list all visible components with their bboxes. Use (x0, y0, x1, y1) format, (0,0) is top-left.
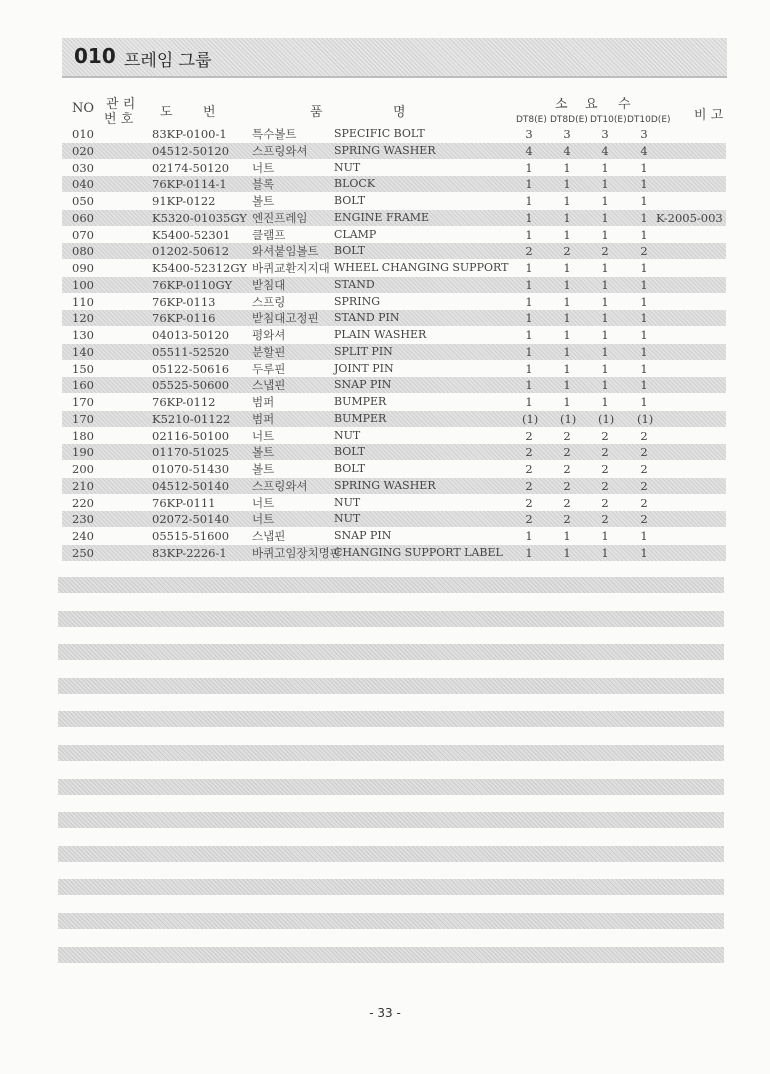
row-qty-dt10d: 1 (640, 210, 648, 225)
row-no: 060 (72, 210, 94, 225)
row-qty-dt10: 1 (601, 545, 609, 560)
row-qty-dt10: 1 (601, 277, 609, 292)
row-no: 050 (72, 194, 94, 208)
row-korean-name: 너트 (252, 512, 275, 527)
row-part-number: 05511-52520 (152, 344, 230, 359)
row-part-number: 76KP-0116 (152, 311, 216, 326)
row-no: 180 (72, 428, 94, 443)
row-qty-dt8d: 4 (563, 143, 571, 158)
row-qty-dt10d: 2 (640, 495, 648, 510)
row-korean-name: 특수볼트 (252, 127, 297, 141)
row-english-name: BOLT (334, 194, 366, 207)
section-title: 프레임 그룹 (124, 51, 212, 71)
row-english-name: CLAMP (334, 227, 377, 241)
row-qty-dt8d: 2 (563, 512, 571, 527)
row-qty-dt8d: 1 (563, 378, 571, 393)
row-part-number: 04512-50120 (152, 143, 230, 158)
empty-row-band (58, 913, 724, 929)
row-qty-dt8: 2 (525, 495, 533, 510)
empty-row-band (58, 745, 724, 761)
row-english-name: SNAP PIN (334, 378, 392, 392)
row-qty-dt8d: 1 (563, 194, 571, 208)
row-qty-dt8d: 2 (563, 244, 571, 259)
table-row (62, 310, 726, 326)
row-no: 220 (72, 495, 94, 510)
row-korean-name: 스프링와셔 (252, 478, 308, 493)
row-english-name: SPLIT PIN (334, 344, 393, 358)
row-qty-dt8d: 2 (563, 462, 571, 476)
row-qty-dt10d: 1 (640, 395, 648, 409)
row-part-number: 76KP-0112 (152, 395, 216, 409)
row-part-number: 76KP-0110GY (152, 277, 233, 292)
empty-row-band (58, 812, 724, 828)
row-qty-dt10: 1 (601, 294, 609, 309)
row-part-number: K5320-01035GY (152, 210, 247, 225)
row-qty-dt10d: 1 (640, 261, 648, 275)
table-row (62, 327, 726, 343)
row-no: 070 (72, 227, 94, 242)
row-part-number: 02174-50120 (152, 160, 230, 175)
row-english-name: WHEEL CHANGING SUPPORT (334, 261, 509, 274)
table-row (62, 511, 726, 527)
empty-row-band (58, 779, 724, 795)
row-part-number: 01070-51430 (152, 462, 230, 476)
row-korean-name: 두루핀 (252, 361, 286, 376)
row-qty-dt8: 1 (525, 160, 533, 175)
header-mgmt-line2: 번 호 (104, 112, 134, 127)
row-qty-dt10: 1 (601, 529, 609, 543)
row-qty-dt8: 1 (525, 344, 533, 359)
header-model-4: DT10D(E) (627, 115, 671, 125)
row-qty-dt8: 2 (525, 244, 533, 259)
row-qty-dt10: 2 (601, 445, 609, 460)
section-number: 010 (74, 44, 116, 68)
row-english-name: SPRING WASHER (334, 478, 436, 492)
row-qty-dt8: 1 (525, 311, 533, 326)
row-qty-dt8: 1 (525, 361, 533, 376)
row-qty-dt10d: 2 (640, 478, 648, 493)
row-no: 010 (72, 127, 94, 141)
table-row (62, 227, 726, 243)
page-number: - 33 - (369, 1006, 401, 1020)
row-qty-dt8: 2 (525, 445, 533, 460)
row-qty-dt10: 1 (601, 210, 609, 225)
table-row (62, 243, 726, 259)
row-no: 150 (72, 361, 94, 376)
row-qty-dt8d: 1 (563, 361, 571, 376)
row-korean-name: 분할핀 (252, 344, 286, 359)
row-part-number: 02116-50100 (152, 428, 230, 443)
row-qty-dt10: 1 (601, 227, 609, 242)
row-korean-name: 블록 (252, 177, 275, 192)
row-qty-dt10: 1 (601, 261, 609, 275)
row-part-number: 83KP-2226-1 (152, 545, 227, 560)
table-row (62, 545, 726, 561)
row-qty-dt8d: 1 (563, 277, 571, 292)
row-qty-dt8: 2 (525, 462, 533, 476)
row-qty-dt8d: 2 (563, 428, 571, 443)
row-no: 120 (72, 311, 94, 326)
row-korean-name: 스프링 (252, 294, 286, 309)
row-korean-name: 스냅핀 (252, 378, 286, 393)
row-qty-dt8d: 2 (563, 445, 571, 460)
empty-row-band (58, 711, 724, 727)
row-qty-dt8: 1 (525, 529, 533, 543)
row-korean-name: 받침대 (252, 277, 286, 292)
row-qty-dt10d: 2 (640, 244, 648, 259)
row-english-name: SPRING WASHER (334, 143, 436, 157)
row-english-name: BOLT (334, 445, 366, 459)
table-row (62, 361, 726, 377)
row-qty-dt10d: (1) (637, 411, 654, 426)
row-qty-dt10: 1 (601, 194, 609, 208)
row-no: 160 (72, 378, 94, 393)
row-english-name: NUT (334, 428, 361, 442)
row-qty-dt8d: 1 (563, 311, 571, 326)
row-part-number: 05122-50616 (152, 361, 230, 376)
row-qty-dt8: (1) (522, 411, 539, 426)
row-qty-dt10: 2 (601, 462, 609, 476)
row-qty-dt8d: 1 (563, 344, 571, 359)
table-row (62, 143, 726, 159)
row-no: 100 (72, 277, 94, 292)
row-qty-dt10: 2 (601, 478, 609, 493)
header-model-1: DT8(E) (516, 115, 547, 125)
row-no: 210 (72, 478, 94, 493)
table-row (62, 344, 726, 360)
row-no: 090 (72, 261, 94, 275)
row-no: 200 (72, 462, 94, 476)
empty-row-band (58, 644, 724, 660)
row-qty-dt10: 1 (601, 361, 609, 376)
empty-row-band (58, 947, 724, 963)
table-row (62, 294, 726, 310)
row-korean-name: 엔진프레임 (252, 210, 308, 225)
row-qty-dt10d: 1 (640, 378, 648, 393)
row-qty-dt10: 1 (601, 160, 609, 175)
row-english-name: STAND (334, 277, 375, 291)
row-no: 030 (72, 160, 94, 175)
row-korean-name: 범퍼 (252, 411, 275, 426)
row-part-number: K5400-52312GY (152, 261, 247, 275)
row-qty-dt10d: 1 (640, 328, 648, 342)
row-english-name: SPRING (334, 294, 380, 308)
row-qty-dt10: 2 (601, 244, 609, 259)
row-qty-dt10: 4 (601, 143, 609, 158)
header-no: NO (72, 101, 95, 116)
row-qty-dt8: 1 (525, 277, 533, 292)
table-row (62, 126, 726, 142)
header-mgmt-line1: 관 리 (106, 97, 136, 112)
row-qty-dt8d: 3 (563, 127, 571, 141)
header-qty-3: 수 (618, 97, 631, 112)
row-qty-dt8d: 2 (563, 495, 571, 510)
row-qty-dt8d: (1) (560, 411, 577, 426)
row-part-number: 01202-50612 (152, 244, 230, 259)
row-qty-dt8: 1 (525, 194, 533, 208)
row-qty-dt10: 2 (601, 428, 609, 443)
row-qty-dt8d: 1 (563, 294, 571, 309)
row-english-name: BLOCK (334, 177, 376, 191)
header-qty-2: 요 (585, 97, 598, 112)
row-qty-dt10: 1 (601, 378, 609, 393)
table-row (62, 176, 726, 192)
row-part-number: 01170-51025 (152, 445, 230, 460)
row-english-name: STAND PIN (334, 311, 400, 325)
row-qty-dt8: 4 (525, 143, 533, 158)
row-korean-name: 클램프 (252, 227, 286, 242)
row-qty-dt8: 1 (525, 395, 533, 409)
row-part-number: 04013-50120 (152, 328, 230, 342)
row-no: 080 (72, 244, 94, 259)
row-korean-name: 스프링와셔 (252, 143, 308, 158)
row-qty-dt8: 3 (525, 127, 533, 141)
empty-row-band (58, 846, 724, 862)
row-qty-dt8d: 1 (563, 227, 571, 242)
row-qty-dt10d: 1 (640, 529, 648, 543)
empty-row-band (58, 611, 724, 627)
header-remarks: 비 고 (694, 108, 724, 123)
table-row (62, 528, 726, 544)
row-qty-dt8d: 1 (563, 545, 571, 560)
row-qty-dt8: 1 (525, 177, 533, 192)
row-qty-dt8d: 1 (563, 529, 571, 543)
row-korean-name: 와셔붙임볼트 (252, 244, 319, 259)
row-remarks: K-2005-003 (656, 210, 723, 225)
row-english-name: SNAP PIN (334, 529, 392, 542)
row-qty-dt10d: 1 (640, 160, 648, 175)
row-qty-dt8d: 1 (563, 160, 571, 175)
row-qty-dt10d: 1 (640, 277, 648, 292)
row-qty-dt8: 1 (525, 261, 533, 275)
row-part-number: 76KP-0111 (152, 495, 216, 510)
row-qty-dt10: 3 (601, 127, 609, 141)
row-qty-dt10d: 3 (640, 127, 648, 141)
row-no: 110 (72, 294, 94, 309)
row-qty-dt8: 1 (525, 227, 533, 242)
row-english-name: PLAIN WASHER (334, 328, 427, 341)
row-english-name: BOLT (334, 244, 366, 258)
row-korean-name: 스냅핀 (252, 529, 286, 543)
row-english-name: JOINT PIN (334, 361, 394, 375)
row-no: 170 (72, 411, 94, 426)
empty-row-band (58, 577, 724, 593)
row-qty-dt8d: 2 (563, 478, 571, 493)
empty-row-band (58, 879, 724, 895)
table-row (62, 495, 726, 511)
row-qty-dt8: 1 (525, 328, 533, 342)
row-no: 170 (72, 395, 94, 409)
row-part-number: 91KP-0122 (152, 194, 216, 208)
header-drawing-1: 도 (160, 105, 173, 120)
row-korean-name: 볼트 (252, 445, 275, 460)
table-row (62, 277, 726, 293)
row-korean-name: 볼트 (252, 194, 275, 208)
header-qty-1: 소 (555, 97, 568, 112)
row-qty-dt10d: 2 (640, 428, 648, 443)
row-english-name: BUMPER (334, 411, 387, 425)
table-row (62, 411, 726, 427)
row-part-number: 76KP-0113 (152, 294, 216, 309)
row-qty-dt8: 2 (525, 512, 533, 527)
row-english-name: NUT (334, 495, 361, 509)
row-no: 130 (72, 328, 94, 342)
row-english-name: NUT (334, 512, 361, 526)
row-korean-name: 바퀴고임장치명판 (252, 545, 341, 560)
row-qty-dt10d: 1 (640, 177, 648, 192)
row-qty-dt8d: 1 (563, 328, 571, 342)
row-korean-name: 바퀴교환지지대 (252, 261, 330, 275)
row-korean-name: 받침대고정핀 (252, 311, 319, 326)
row-english-name: CHANGING SUPPORT LABEL (334, 545, 503, 559)
row-qty-dt10: 1 (601, 344, 609, 359)
row-qty-dt8: 1 (525, 210, 533, 225)
row-part-number: 05525-50600 (152, 378, 230, 393)
table-row (62, 377, 726, 393)
row-qty-dt10d: 1 (640, 311, 648, 326)
row-english-name: BUMPER (334, 395, 387, 408)
row-part-number: 02072-50140 (152, 512, 230, 527)
row-qty-dt10: 1 (601, 328, 609, 342)
row-part-number: K5210-01122 (152, 411, 231, 426)
header-model-3: DT10(E) (590, 115, 627, 125)
header-name-2: 명 (393, 105, 406, 120)
row-no: 190 (72, 445, 94, 460)
row-qty-dt10d: 1 (640, 361, 648, 376)
row-no: 250 (72, 545, 94, 560)
row-korean-name: 범퍼 (252, 395, 275, 409)
row-qty-dt10d: 2 (640, 445, 648, 460)
row-qty-dt8d: 1 (563, 395, 571, 409)
row-qty-dt8d: 1 (563, 261, 571, 275)
table-row (62, 394, 726, 410)
row-qty-dt10: 1 (601, 177, 609, 192)
table-row (62, 444, 726, 460)
row-qty-dt10: 1 (601, 311, 609, 326)
row-korean-name: 평와셔 (252, 328, 286, 342)
table-row (62, 160, 726, 176)
header-model-2: DT8D(E) (550, 115, 588, 125)
row-qty-dt8: 1 (525, 378, 533, 393)
row-qty-dt10d: 2 (640, 462, 648, 476)
row-no: 230 (72, 512, 94, 527)
row-korean-name: 너트 (252, 495, 275, 510)
row-part-number: 83KP-0100-1 (152, 127, 227, 141)
row-no: 140 (72, 344, 94, 359)
row-qty-dt8: 2 (525, 478, 533, 493)
table-row (62, 478, 726, 494)
row-part-number: 76KP-0114-1 (152, 177, 227, 192)
row-qty-dt8d: 1 (563, 210, 571, 225)
row-qty-dt8: 2 (525, 428, 533, 443)
table-row (62, 428, 726, 444)
row-korean-name: 너트 (252, 160, 275, 175)
row-no: 040 (72, 177, 94, 192)
row-english-name: BOLT (334, 462, 366, 475)
row-english-name: SPECIFIC BOLT (334, 127, 425, 140)
table-row (62, 193, 726, 209)
row-qty-dt10d: 4 (640, 143, 648, 158)
header-name-1: 품 (310, 105, 323, 120)
row-no: 240 (72, 529, 94, 543)
row-no: 020 (72, 143, 94, 158)
row-english-name: NUT (334, 160, 361, 174)
table-row (62, 461, 726, 477)
row-qty-dt10d: 1 (640, 194, 648, 208)
header-drawing-2: 번 (203, 105, 216, 120)
row-qty-dt8: 1 (525, 545, 533, 560)
row-part-number: 04512-50140 (152, 478, 230, 493)
row-qty-dt10: 2 (601, 495, 609, 510)
row-korean-name: 볼트 (252, 462, 275, 476)
table-row (62, 210, 726, 226)
row-part-number: K5400-52301 (152, 227, 231, 242)
row-english-name: ENGINE FRAME (334, 210, 430, 224)
row-qty-dt10d: 1 (640, 344, 648, 359)
row-qty-dt10d: 1 (640, 294, 648, 309)
row-qty-dt10d: 1 (640, 227, 648, 242)
section-banner (62, 38, 727, 78)
row-qty-dt10d: 2 (640, 512, 648, 527)
table-row (62, 260, 726, 276)
empty-row-band (58, 678, 724, 694)
row-part-number: 05515-51600 (152, 529, 230, 543)
row-qty-dt8d: 1 (563, 177, 571, 192)
row-qty-dt10d: 1 (640, 545, 648, 560)
row-qty-dt8: 1 (525, 294, 533, 309)
row-qty-dt10: 2 (601, 512, 609, 527)
row-qty-dt10: (1) (598, 411, 615, 426)
row-korean-name: 너트 (252, 428, 275, 443)
row-qty-dt10: 1 (601, 395, 609, 409)
